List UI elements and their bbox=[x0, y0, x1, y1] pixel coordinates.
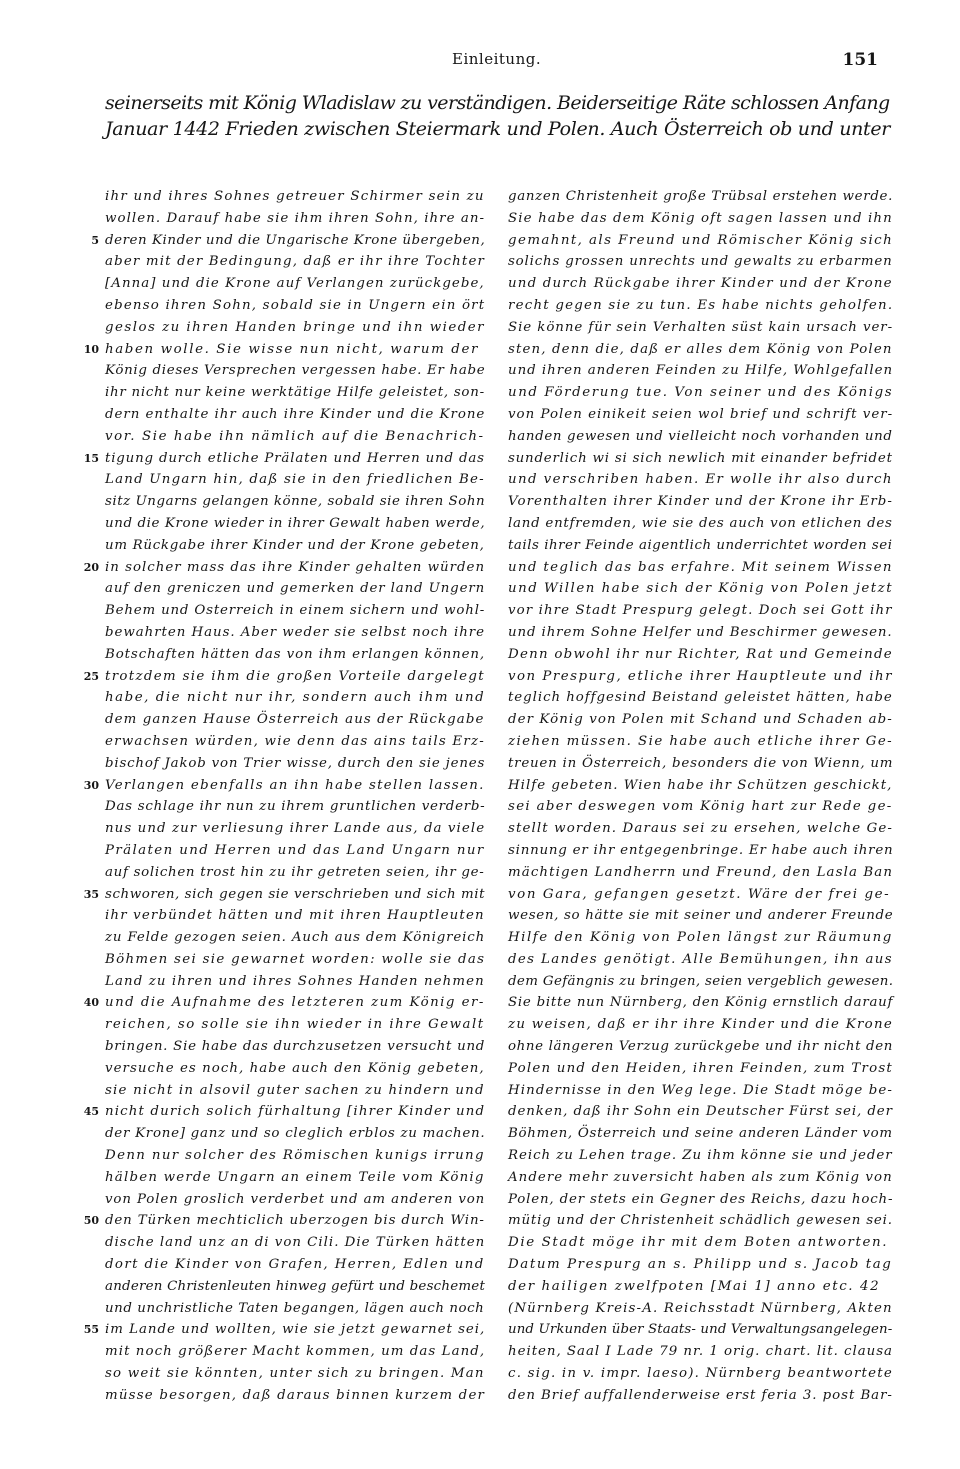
left-column-line bbox=[83, 339, 485, 361]
line-text: aber mit der Bedingung, daß er ihr ihre Tochter bbox=[105, 254, 486, 270]
line-text: und teglich das bas erfahre. Mit seinem Wissen bbox=[508, 559, 893, 575]
right-column-line bbox=[508, 1036, 893, 1058]
line-text: habe, die nicht nur ihr, sondern auch ihm und bbox=[105, 690, 486, 706]
line-text: vor. Sie habe ihn nämlich auf die Benachrich- bbox=[105, 428, 485, 444]
line-text: Reich zu Lehen trage. Zu ihm könne sie und jeder bbox=[508, 1148, 893, 1164]
line-text: des Landes genötigt. Alle Bemühungen, ihn aus bbox=[508, 951, 893, 967]
right-column-line bbox=[508, 731, 893, 753]
line-text: c. sig. in v. impr. laeso). Nürnberg beantwortete bbox=[508, 1366, 893, 1382]
lead-paragraph bbox=[105, 90, 890, 142]
line-text: mit noch größerer Macht kommen, um das Land, bbox=[105, 1344, 486, 1360]
line-text: von Prespurg, etliche ihrer Hauptleute und ihr bbox=[508, 668, 894, 684]
left-column-line bbox=[105, 927, 485, 949]
right-column-line bbox=[508, 469, 893, 491]
line-text: Andere mehr zuversicht haben als zum König von bbox=[508, 1169, 893, 1185]
line-text: denken, daß ihr Sohn ein Deutscher Fürst sei, der bbox=[508, 1104, 893, 1120]
lead-line: Januar 1442 Frieden zwischen Steiermark und Polen. Auch Österreich ob und unter bbox=[105, 118, 891, 140]
left-column-line bbox=[105, 1145, 485, 1167]
right-column-line bbox=[508, 971, 893, 993]
line-text: heiten, Saal I Lade 79 nr. 1 orig. chart. lit. clausa bbox=[508, 1344, 893, 1360]
line-text: ganzen Christenheit große Trübsal erstehen werde. bbox=[508, 189, 894, 204]
line-number: 55 bbox=[83, 1323, 99, 1337]
right-column-line bbox=[508, 360, 893, 382]
left-column-line bbox=[105, 731, 485, 753]
line-text: Hilfe gebeten. Wien habe ihr Schützen geschickt, bbox=[508, 777, 893, 793]
right-column-line bbox=[508, 709, 893, 731]
left-column-line bbox=[105, 905, 485, 927]
line-text: Die Stadt möge ihr mit dem Boten antworten. bbox=[508, 1235, 889, 1251]
right-column-line bbox=[508, 404, 893, 426]
line-text: und Willen habe sich der König von Polen jetzt bbox=[508, 581, 894, 597]
line-text: so weit sie könnten, unter sich zu bringen. Man bbox=[105, 1366, 485, 1382]
right-column-line bbox=[508, 644, 893, 666]
line-number: 15 bbox=[83, 451, 99, 465]
right-column-line bbox=[508, 622, 893, 644]
line-text: Botschaften hätten das von ihm erlangen können, bbox=[105, 646, 486, 662]
left-column-line bbox=[83, 775, 485, 797]
left-column-line bbox=[105, 1036, 485, 1058]
left-column-line bbox=[105, 818, 485, 840]
left-column-line bbox=[105, 295, 485, 317]
right-column bbox=[508, 186, 893, 1407]
left-column-line bbox=[105, 469, 485, 491]
left-column-line bbox=[105, 971, 485, 993]
line-text: auf den greniczen und gemerken der land Ungern bbox=[105, 581, 486, 597]
line-text: von Polen groslich verderbet und am anderen von bbox=[105, 1191, 486, 1207]
line-text: Böhmen, Österreich und seine anderen Länder vom bbox=[508, 1126, 893, 1142]
left-column-line bbox=[105, 382, 485, 404]
left-column-line bbox=[105, 491, 485, 513]
line-text: Denn obwohl ihr nur Richter, Rat und Gemeinde bbox=[508, 646, 893, 662]
left-column-line bbox=[105, 404, 485, 426]
left-column bbox=[83, 186, 486, 1407]
right-column-line bbox=[508, 1341, 893, 1363]
line-text: hälben werde Ungarn an einem Teile vom König bbox=[105, 1169, 485, 1185]
line-text: erwachsen würden, wie denn das ains tails Erz- bbox=[105, 733, 486, 749]
line-number: 10 bbox=[83, 342, 99, 356]
line-text: ihr und ihres Sohnes getreuer Schirmer sein zu bbox=[105, 189, 485, 204]
line-text: Land Ungarn hin, daß sie in den friedlichen Be- bbox=[105, 472, 485, 488]
right-column-line bbox=[508, 1189, 893, 1211]
line-number: 45 bbox=[83, 1105, 99, 1119]
left-column-line bbox=[105, 1167, 485, 1189]
line-text: Böhmen sei sie gewarnet worden: wolle sie das bbox=[105, 951, 486, 967]
left-column-line bbox=[105, 687, 485, 709]
right-column-line bbox=[508, 927, 893, 949]
line-text: zu weisen, daß er ihr ihre Kinder und die Krone bbox=[508, 1017, 894, 1033]
left-column-line bbox=[105, 862, 485, 884]
right-column-line bbox=[508, 1145, 893, 1167]
line-text: und verschriben haben. Er wolle ihr also durch bbox=[508, 472, 893, 488]
left-column-line bbox=[105, 251, 485, 273]
right-column-line bbox=[508, 1276, 893, 1298]
line-number: 25 bbox=[83, 669, 99, 683]
left-column-line bbox=[105, 578, 485, 600]
right-column-line bbox=[508, 992, 893, 1014]
line-text: anderen Christenleuten hinweg gefürt und beschemet bbox=[105, 1278, 486, 1294]
line-text: handen gewesen und vielleicht noch vorhanden und bbox=[508, 428, 893, 444]
left-column-line bbox=[105, 796, 485, 818]
left-column-line bbox=[83, 448, 485, 470]
line-text: von Gara, gefangen gesetzt. Wäre der frei ge- bbox=[508, 886, 891, 902]
line-text: Das schlage ihr nun zu ihrem gruntlichen verderb- bbox=[105, 799, 486, 815]
line-number: 20 bbox=[83, 560, 99, 574]
line-text: [Anna] und die Krone auf Verlangen zurückgebe, bbox=[105, 276, 485, 292]
left-column-line bbox=[105, 644, 485, 666]
line-text: König dieses Versprechen vergessen habe. Er habe bbox=[105, 363, 486, 379]
right-column-line bbox=[508, 513, 893, 535]
line-number: 40 bbox=[83, 996, 99, 1010]
line-number: 5 bbox=[91, 233, 99, 247]
line-text: von Polen einikeit seien wol brief und schrift ver- bbox=[508, 406, 894, 422]
left-column-line bbox=[105, 840, 485, 862]
right-column-line bbox=[508, 1167, 893, 1189]
left-column-line bbox=[105, 1058, 485, 1080]
right-column-line bbox=[508, 1363, 893, 1385]
line-text: schworen, sich gegen sie verschrieben und sich mit bbox=[105, 886, 486, 902]
right-column-line bbox=[508, 491, 893, 513]
right-column-line bbox=[508, 796, 893, 818]
left-column-line bbox=[105, 186, 485, 208]
page-number: 151 bbox=[842, 50, 878, 70]
line-text: bringen. Sie habe das durchzusetzen versucht und bbox=[105, 1039, 486, 1055]
line-text: und durch Rückgabe ihrer Kinder und der Krone bbox=[508, 276, 893, 292]
line-text: wesen, so hätte sie mit seiner und anderer Freunde bbox=[508, 908, 894, 924]
right-column-line bbox=[508, 949, 893, 971]
line-text: Hindernisse in den Weg lege. Die Stadt möge be- bbox=[508, 1082, 893, 1098]
left-column-line bbox=[105, 1014, 485, 1036]
line-text: solichs grossen unrechts und gewalts zu erbarmen bbox=[508, 254, 893, 270]
running-title: Einleitung. bbox=[452, 50, 542, 68]
left-column-line bbox=[105, 1298, 485, 1320]
left-column-line bbox=[105, 273, 485, 295]
line-text: Sie bitte nun Nürnberg, den König ernstlich darauf bbox=[508, 995, 894, 1011]
left-column-line bbox=[105, 1232, 485, 1254]
left-column-line bbox=[83, 992, 485, 1014]
line-text: Polen und den Heiden, ihren Feinden, zum Trost bbox=[508, 1060, 893, 1076]
line-text: gemahnt, als Freund und Römischer König sich bbox=[508, 232, 894, 248]
line-text: geslos zu ihren Handen bringe und ihn wieder bbox=[105, 319, 486, 335]
line-text: bischof Jakob von Trier wisse, durch den sie jenes bbox=[105, 755, 486, 771]
line-text: Sie könne für sein Verhalten süst kain ursach ver- bbox=[508, 319, 894, 335]
right-column-line bbox=[508, 295, 893, 317]
line-text: Hilfe den König von Polen längst zur Räumung bbox=[508, 930, 893, 946]
left-column-line bbox=[105, 709, 485, 731]
right-column-line bbox=[508, 317, 893, 339]
line-number: 30 bbox=[83, 778, 99, 792]
line-text: dische land unz an di von Cili. Die Türken hätten bbox=[105, 1235, 486, 1251]
left-column-line bbox=[105, 513, 485, 535]
line-text: der Krone] ganz und so cleglich erblos zu machen. bbox=[105, 1126, 486, 1142]
left-column-line bbox=[105, 535, 485, 557]
line-text: Prälaten und Herren und das Land Ungarn nur bbox=[105, 842, 485, 858]
lead-line: seinerseits mit König Wladislaw zu verständigen. Beiderseitige Räte schlossen Anfang bbox=[105, 92, 890, 114]
line-text: auf solichen trost hin zu ihr getreten seien, ihr ge- bbox=[105, 864, 485, 880]
right-column-line bbox=[508, 230, 893, 252]
left-column-line bbox=[105, 1363, 485, 1385]
line-text: und ihrem Sohne Helfer und Beschirmer gewesen. bbox=[508, 624, 893, 640]
right-column-line bbox=[508, 1014, 893, 1036]
left-column-line bbox=[105, 1080, 485, 1102]
left-column-line bbox=[83, 666, 485, 688]
line-text: sei aber deswegen vom König hart zur Rede ge- bbox=[508, 799, 893, 815]
right-column-line bbox=[508, 1080, 893, 1102]
left-column-line bbox=[105, 208, 485, 230]
line-text: der hailigen zwelfpoten [Mai 1] anno etc. 42 bbox=[508, 1278, 881, 1294]
right-column-line bbox=[508, 1232, 893, 1254]
line-text: Sie habe das dem König oft sagen lassen und ihn bbox=[508, 210, 893, 226]
line-text: Verlangen ebenfalls an ihn habe stellen lassen. bbox=[105, 777, 485, 793]
line-text: müsse besorgen, daß daraus binnen kurzem der bbox=[105, 1387, 486, 1403]
right-column-line bbox=[508, 382, 893, 404]
right-column-line bbox=[508, 1385, 893, 1407]
right-column-line bbox=[508, 862, 893, 884]
line-text: und unchristliche Taten begangen, lägen auch noch bbox=[105, 1300, 485, 1316]
left-column-line bbox=[105, 360, 485, 382]
line-text: sie nicht in alsovil guter sachen zu hindern und bbox=[105, 1082, 485, 1098]
left-column-line bbox=[105, 1341, 485, 1363]
right-column-line bbox=[508, 818, 893, 840]
right-column-line bbox=[508, 273, 893, 295]
left-column-line bbox=[105, 1385, 485, 1407]
line-text: land entfremden, wie sie des auch von etlichen des bbox=[508, 515, 893, 531]
right-column-line bbox=[508, 1254, 893, 1276]
left-column-line bbox=[105, 1123, 485, 1145]
line-text: ebenso ihren Sohn, sobald sie in Ungern ein ört bbox=[105, 297, 486, 313]
left-column-line bbox=[91, 230, 486, 252]
right-column-line bbox=[508, 753, 893, 775]
line-text: reichen, so solle sie ihn wieder in ihre Gewalt bbox=[105, 1017, 485, 1033]
line-text: treuen in Österreich, besonders die von Wienn, um bbox=[508, 755, 894, 771]
left-column-line bbox=[105, 1254, 485, 1276]
right-column-line bbox=[508, 535, 893, 557]
line-number: 35 bbox=[83, 887, 99, 901]
line-text: versuche es noch, habe auch den König gebeten, bbox=[105, 1060, 485, 1076]
left-column-line bbox=[105, 600, 485, 622]
line-text: und ihren anderen Feinden zu Hilfe, Wohlgefallen bbox=[508, 363, 894, 379]
line-text: deren Kinder und die Ungarische Krone übergeben, bbox=[105, 232, 486, 248]
line-text: und Förderung tue. Von seiner und des Königs bbox=[508, 385, 894, 401]
line-text: sten, denn die, daß er alles dem König von Polen bbox=[508, 341, 893, 357]
right-column-line bbox=[508, 339, 893, 361]
left-column-line bbox=[105, 317, 485, 339]
left-column-line bbox=[83, 1319, 486, 1341]
line-text: tigung durch etliche Prälaten und Herren und das bbox=[105, 450, 485, 466]
line-text: ohne längeren Verzug zurückgebe und ihr nicht den bbox=[508, 1039, 894, 1055]
line-text: trotzdem sie ihm die großen Vorteile dargelegt bbox=[105, 668, 485, 684]
right-column-line bbox=[508, 1058, 893, 1080]
line-number: 50 bbox=[83, 1214, 99, 1228]
right-column-line bbox=[508, 666, 893, 688]
right-column-line bbox=[508, 905, 893, 927]
right-column-line bbox=[508, 251, 893, 273]
right-column-line bbox=[508, 1101, 893, 1123]
right-column-line bbox=[508, 557, 893, 579]
line-text: vor ihre Stadt Prespurg gelegt. Doch sei Gott ihr bbox=[508, 603, 893, 619]
line-text: dern enthalte ihr auch ihre Kinder und die Krone bbox=[105, 406, 486, 422]
right-column-line bbox=[508, 775, 893, 797]
right-column-line bbox=[508, 1210, 893, 1232]
line-text: Polen, der stets ein Gegner des Reichs, dazu hoch- bbox=[508, 1191, 894, 1207]
line-text: Land zu ihren und ihres Sohnes Handen nehmen bbox=[105, 973, 485, 989]
line-text: zu Felde gezogen seien. Auch aus dem Königreich bbox=[105, 930, 486, 946]
right-column-line bbox=[508, 1319, 893, 1341]
line-text: mütig und der Christenheit schädlich gewesen sei. bbox=[508, 1213, 893, 1229]
left-column-line bbox=[105, 753, 485, 775]
line-text: dem ganzen Hause Österreich aus der Rückgabe bbox=[105, 712, 485, 728]
line-text: bewahrten Haus. Aber weder sie selbst noch ihre bbox=[105, 624, 485, 640]
right-column-line bbox=[508, 884, 893, 906]
line-text: und die Krone wieder in ihrer Gewalt haben werde, bbox=[105, 515, 486, 531]
line-text: und Urkunden über Staats- und Verwaltungsangelegen- bbox=[508, 1322, 893, 1338]
line-text: dem Gefängnis zu bringen, seien vergeblich gewesen. bbox=[508, 973, 894, 989]
line-text: sitz Ungarns gelangen könne, sobald sie ihren Sohn bbox=[105, 494, 486, 510]
left-column-line bbox=[83, 1210, 485, 1232]
line-text: Denn nur solcher des Römischen kunigs irrung bbox=[105, 1148, 485, 1164]
line-text: in solcher mass das ihre Kinder gehalten würden bbox=[105, 559, 486, 575]
line-text: und die Aufnahme des letzteren zum König er- bbox=[105, 995, 485, 1011]
right-column-line bbox=[508, 1123, 893, 1145]
left-column-line bbox=[105, 1189, 485, 1211]
line-text: tails ihrer Feinde aigentlich underrichtet worden sei bbox=[508, 537, 893, 553]
right-column-line bbox=[508, 687, 893, 709]
line-text: teglich hoffgesind Beistand geleistet hätten, habe bbox=[508, 690, 893, 706]
right-column-line bbox=[508, 208, 893, 230]
right-column-line bbox=[508, 426, 893, 448]
left-column-line bbox=[83, 1101, 486, 1123]
left-column-line bbox=[105, 949, 485, 971]
right-column-line bbox=[508, 600, 893, 622]
right-column-line bbox=[508, 840, 893, 862]
left-column-line bbox=[105, 426, 485, 448]
line-text: (Nürnberg Kreis-A. Reichsstadt Nürnberg, Akten bbox=[508, 1300, 893, 1316]
line-text: mächtigen Landherrn und Freund, den Lasla Ban bbox=[508, 864, 894, 880]
line-text: nicht durich solich fürhaltung [ihrer Kinder und bbox=[105, 1104, 486, 1120]
running-head bbox=[0, 50, 960, 74]
line-text: den Brief auffallenderweise erst feria 3. post Bar- bbox=[508, 1387, 893, 1403]
left-column-line bbox=[105, 622, 485, 644]
line-text: stellt worden. Daraus sei zu ersehen, welche Ge- bbox=[508, 821, 894, 837]
line-text: im Lande und wollten, wie sie jetzt gewarnet sei, bbox=[105, 1322, 486, 1338]
left-column-line bbox=[83, 884, 486, 906]
line-text: haben wolle. Sie wisse nun nicht, warum der bbox=[105, 341, 479, 357]
line-text: der König von Polen mit Schand und Schaden ab- bbox=[508, 712, 893, 728]
right-column-line bbox=[508, 186, 893, 208]
line-text: wollen. Darauf habe sie ihm ihren Sohn, ihre an- bbox=[105, 210, 486, 226]
line-text: um Rückgabe ihrer Kinder und der Krone gebeten, bbox=[105, 537, 485, 553]
left-column-line bbox=[83, 557, 486, 579]
left-column-line bbox=[105, 1276, 485, 1298]
line-text: sunderlich wi si sich newlich mit einander befridet bbox=[508, 450, 893, 466]
right-column-line bbox=[508, 1298, 893, 1320]
line-text: ihr verbündet hätten und mit ihren Hauptleuten bbox=[105, 908, 485, 924]
line-text: ziehen müssen. Sie habe auch etliche ihrer Ge- bbox=[508, 733, 894, 749]
line-text: dort die Kinder von Grafen, Herren, Edlen und bbox=[105, 1257, 485, 1273]
line-text: Vorenthalten ihrer Kinder und der Krone ihr Erb- bbox=[508, 494, 893, 510]
right-column-line bbox=[508, 448, 893, 470]
line-text: Datum Prespurg an s. Philipp und s. Jacob tag bbox=[508, 1257, 893, 1273]
line-text: nus und zur verliesung ihrer Lande aus, da viele bbox=[105, 821, 486, 837]
line-text: den Türken mechticlich uberzogen bis durch Win- bbox=[105, 1213, 485, 1229]
line-text: ihr nicht nur keine werktätige Hilfe geleistet, son- bbox=[105, 385, 485, 401]
line-text: sinnung er ihr entgegenbringe. Er habe auch ihren bbox=[508, 842, 894, 858]
line-text: recht gegen sie zu tun. Es habe nichts geholfen. bbox=[508, 297, 894, 313]
right-column-line bbox=[508, 578, 893, 600]
line-text: Behem und Osterreich in einem sichern und wohl- bbox=[105, 603, 486, 619]
